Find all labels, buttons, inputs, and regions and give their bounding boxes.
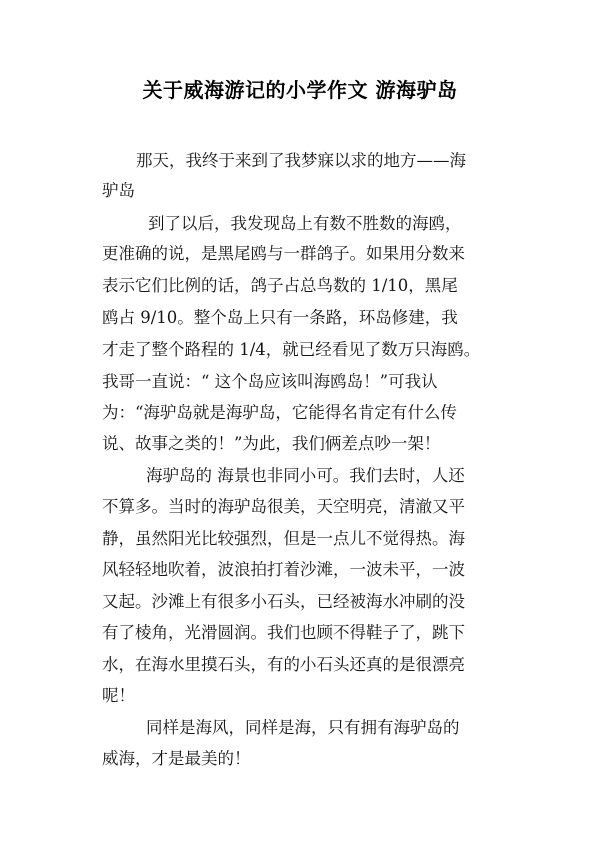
text-line: 不算多。当时的海驴岛很美，天空明亮，清澈又平: [102, 497, 465, 516]
text-line: 呢！: [102, 686, 135, 705]
text-line: 表示它们比例的话，鸽子占总鸟数的 1/10，黑尾: [102, 276, 458, 295]
text-line: 威海，才是最美的！: [102, 749, 251, 768]
text-line: 海驴岛的 海景也非同小可。我们去时，人还: [146, 466, 465, 485]
document-title: 关于威海游记的小学作文 游海驴岛: [142, 78, 458, 102]
text-line: 驴岛: [102, 181, 135, 200]
text-line: 风轻轻地吹着，波浪拍打着沙滩，一波未平，一波: [102, 560, 465, 579]
text-line: 我哥一直说：“ 这个岛应该叫海鸥岛！”可我认: [102, 372, 438, 391]
text-line: 那天，我终于来到了我梦寐以求的地方——海: [136, 151, 466, 170]
text-line: 鸥占 9/10。整个岛上只有一条路，环岛修建，我: [102, 308, 458, 327]
text-line: 静，虽然阳光比较强烈，但是一点儿不觉得热。海: [102, 529, 465, 548]
text-line: 为：“海驴岛就是海驴岛，它能得名肯定有什么传: [102, 403, 457, 422]
text-line: 有了棱角，光滑圆润。我们也顾不得鞋子了，跳下: [102, 623, 465, 642]
text-line: 到了以后，我发现岛上有数不胜数的海鸥，: [148, 214, 462, 233]
text-line: 同样是海风，同样是海，只有拥有海驴岛的: [146, 718, 460, 737]
text-line: 又起。沙滩上有很多小石头，已经被海水冲刷的没: [102, 592, 465, 611]
text-line: 水，在海水里摸石头，有的小石头还真的是很漂亮: [102, 655, 465, 674]
text-line: 才走了整个路程的 1/4，就已经看见了数万只海鸥。: [102, 340, 481, 359]
text-line: 更准确的说，是黑尾鸥与一群鸽子。如果用分数来: [102, 244, 465, 263]
text-line: 说、故事之类的！”为此，我们俩差点吵一架！: [102, 434, 441, 453]
